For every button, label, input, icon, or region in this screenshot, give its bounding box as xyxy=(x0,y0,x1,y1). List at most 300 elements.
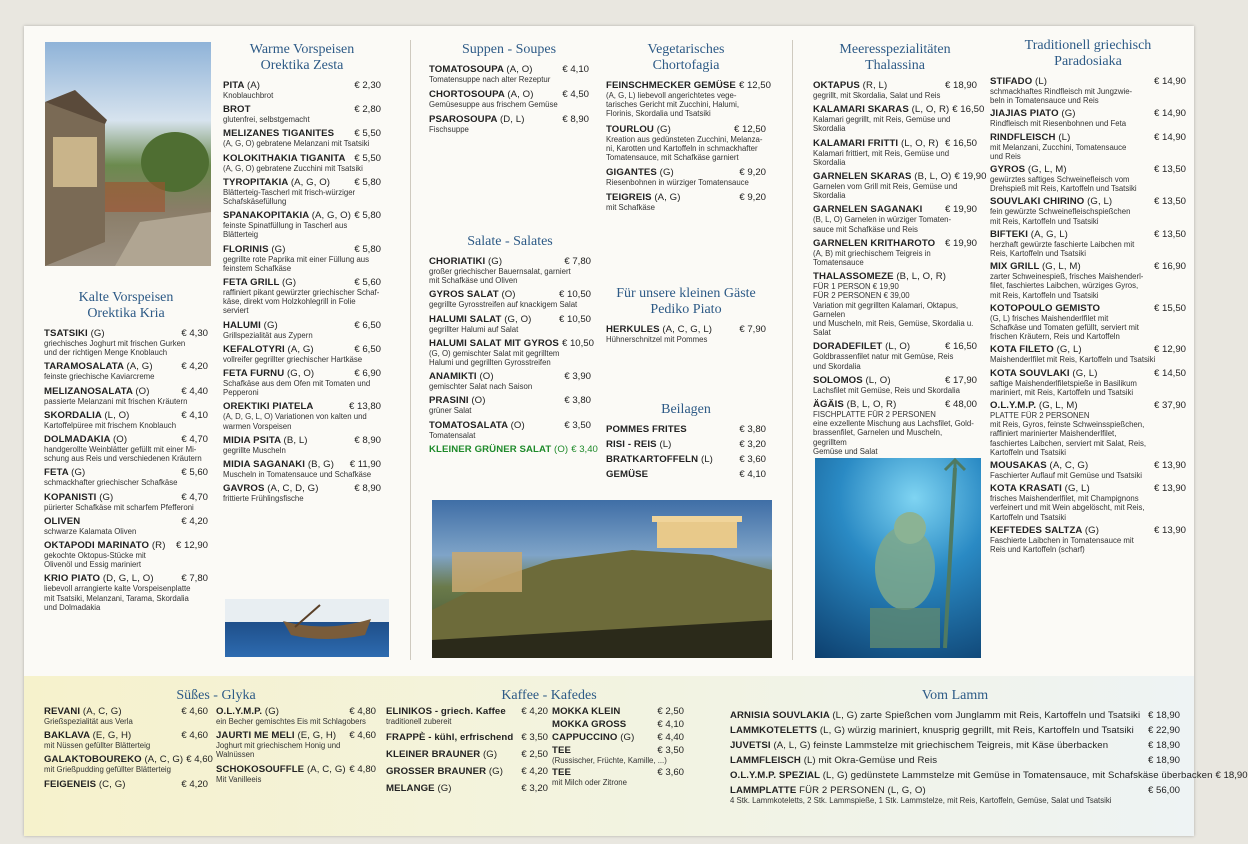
boat-photo xyxy=(225,599,389,657)
item-name xyxy=(429,338,559,349)
menu-item xyxy=(429,64,589,84)
item-name xyxy=(606,124,671,135)
item-title: FEINSCHMECKER GEMÜSE xyxy=(606,80,736,91)
item-price: € 6,90 xyxy=(354,368,381,380)
item-description: Garnelen vom Grill mit Reis, Gemüse und Skordalia xyxy=(813,182,958,201)
item-name xyxy=(44,754,183,765)
item-price: € 18,90 xyxy=(1147,755,1180,766)
menu-item xyxy=(44,730,208,750)
village-street-photo xyxy=(45,42,211,266)
menu-item-row xyxy=(44,540,208,551)
item-name xyxy=(990,483,1090,494)
item-title: BIFTEKI xyxy=(990,228,1029,240)
item-title: KOTA SOUVLAKI xyxy=(990,367,1070,379)
item-allergens: (E, G, H) xyxy=(92,730,132,742)
item-name xyxy=(223,435,308,446)
menu-item-row xyxy=(990,400,1186,411)
menu-item xyxy=(552,745,684,765)
menu-item-row xyxy=(813,399,977,410)
item-allergens: (G) xyxy=(1061,108,1076,120)
menu-item-row xyxy=(386,766,548,777)
item-title: GAVROS xyxy=(223,483,265,495)
item-allergens: (O) xyxy=(135,385,150,397)
menu-item xyxy=(386,749,548,760)
item-price: € 7,90 xyxy=(739,324,766,335)
item-name xyxy=(44,410,129,421)
item-allergens: (B, L, O, R) xyxy=(896,271,947,283)
item-price: € 16,50 xyxy=(944,341,977,353)
item-title: PSAROSOUPA xyxy=(429,114,498,126)
item-allergens: (G, O) xyxy=(504,313,532,325)
item-name xyxy=(223,104,251,115)
item-price: € 14,90 xyxy=(1153,108,1186,120)
menu-item xyxy=(813,204,977,233)
item-price: € 4,20 xyxy=(181,515,208,527)
item-title: KALAMARI FRITTI xyxy=(813,137,899,149)
menu-item-row xyxy=(730,725,1180,736)
menu-item-row xyxy=(606,192,766,203)
item-description: Lachsfilet mit Gemüse, Reis und Skordalia xyxy=(813,385,960,395)
item-description: Blätterteig-Tascherl mit frisch-würziger Schafskäsefüllung xyxy=(223,187,356,207)
item-title: KOPANISTI xyxy=(44,491,97,503)
item-allergens: (G) xyxy=(99,491,114,503)
menu-item xyxy=(44,573,208,612)
menu-item xyxy=(730,755,1180,766)
item-price: € 12,90 xyxy=(1153,344,1186,356)
menu-item xyxy=(990,460,1186,480)
item-price: € 13,50 xyxy=(1153,164,1186,176)
menu-item-row xyxy=(223,435,381,446)
item-allergens: (G) xyxy=(659,167,674,179)
item-title: CHORIATIKI xyxy=(429,256,486,267)
menu-item-row xyxy=(429,443,598,455)
item-title: HALUMI SALAT MIT GYROS xyxy=(429,337,559,349)
item-description: Rindfleisch mit Riesenbohnen und Feta xyxy=(990,119,1127,129)
menu-item xyxy=(44,516,208,536)
menu-item-row xyxy=(223,244,381,255)
item-name xyxy=(813,138,939,149)
menu-item-row xyxy=(44,730,208,741)
menu-item-row xyxy=(552,732,684,743)
item-allergens: (A, C, D, G) xyxy=(267,483,319,495)
item-description: (G, L) frisches Maishenderlfilet mit Schafkäse und Tomaten gefüllt, serviert mit frischen Kräutern, Reis und Kartoffeln xyxy=(990,313,1139,342)
item-price: € 14,50 xyxy=(1153,367,1186,379)
poseidon-photo xyxy=(815,458,981,658)
menu-item-row xyxy=(990,164,1186,175)
item-description: gegrillte Muscheln xyxy=(223,445,286,455)
menu-item xyxy=(552,767,684,787)
menu-item xyxy=(990,261,1186,300)
item-title: TEIGREIS xyxy=(606,192,652,204)
menu-item-row xyxy=(44,754,213,766)
item-title: KOLOKITHAKIA TIGANITA xyxy=(223,152,346,164)
item-name xyxy=(813,171,951,182)
item-price: € 4,70 xyxy=(181,491,208,503)
item-price: € 22,90 xyxy=(1147,725,1180,736)
item-title: GEMÜSE xyxy=(606,469,649,480)
item-description: gekochte Oktopus-Stücke mit Olivenöl und Essig mariniert xyxy=(44,551,146,570)
menu-item-row xyxy=(223,104,381,115)
menu-item-row xyxy=(223,277,381,288)
menu-item-row xyxy=(44,573,208,584)
kaffee-left xyxy=(386,706,548,800)
item-title: BRATKARTOFFELN xyxy=(606,454,699,465)
item-name xyxy=(813,341,910,352)
item-description: (Russischer, Früchte, Kamille, ...) xyxy=(552,756,667,765)
item-allergens: (A, G) xyxy=(126,361,153,373)
section-title: Meeresspezialitäten Thalassina xyxy=(839,42,951,73)
item-allergens: (A, G, O) xyxy=(311,210,352,222)
menu-item xyxy=(44,754,213,775)
menu-item-row xyxy=(552,719,684,730)
item-price: € 6,50 xyxy=(354,319,381,331)
item-name xyxy=(606,454,713,465)
menu-item xyxy=(429,371,591,391)
menu-item-row xyxy=(990,460,1186,471)
item-name xyxy=(223,368,314,379)
menu-item xyxy=(44,361,208,381)
item-title: MOUSAKAS xyxy=(990,460,1047,472)
item-title: LAMMPLATTE xyxy=(730,785,797,796)
item-description: gewürztes saftiges Schweinefleisch vom Drehspieß mit Reis, Kartoffeln und Tsatsiki xyxy=(990,175,1137,194)
item-description: Schafkäse aus dem Ofen mit Tomaten und Pepperoni xyxy=(223,379,371,398)
item-allergens: (G) xyxy=(271,243,286,255)
item-description: frisches Maishenderlfilet, mit Champignons verfeinert und mit Wein abgelöscht, mit Reis, Kartoffeln und Tsatsiki xyxy=(990,494,1145,522)
item-title: POMMES FRITES xyxy=(606,424,687,435)
menu-item-row xyxy=(216,706,376,717)
section-title: Suppen - Soupes xyxy=(461,42,557,57)
menu-item xyxy=(44,779,208,790)
item-name xyxy=(606,192,681,203)
menu-item-row xyxy=(44,516,208,527)
item-price: € 13,90 xyxy=(1153,483,1186,495)
item-name xyxy=(223,401,313,412)
item-name xyxy=(813,238,935,249)
item-price: € 4,80 xyxy=(349,763,376,775)
item-price: € 4,60 xyxy=(186,754,213,766)
item-name xyxy=(552,732,634,743)
item-title: RISI - REIS xyxy=(606,439,657,450)
menu-item xyxy=(429,337,594,368)
warme-vorspeisen-section xyxy=(223,40,381,507)
item-allergens: (A) xyxy=(246,80,261,91)
item-title: MIDIA SAGANAKI xyxy=(223,459,306,471)
item-title: GROSSER BRAUNER xyxy=(386,766,487,778)
item-description: Kalamari gegrillt, mit Reis, Gemüse und Skordalia xyxy=(813,115,951,134)
item-description: 4 Stk. Lammkoteletts, 2 Stk. Lammspieße, 1 Stk. Lammstelze, mit Reis, Kartoffeln, Gemüse, Salat und Tsatsiki xyxy=(730,796,1112,805)
menu-item-row xyxy=(44,410,208,421)
item-name xyxy=(552,719,626,730)
item-title: GARNELEN SKARAS xyxy=(813,171,912,183)
item-title: MOKKA GROSS xyxy=(552,719,627,730)
item-allergens: (A, C, G, L) xyxy=(662,324,713,335)
menu-item xyxy=(429,256,591,285)
item-title: MELIZANOSALATA xyxy=(44,385,133,397)
item-description: Kreation aus gedünsteten Zucchini, Melanza- ni, Karotten und Kartoffeln in schmackhafter Tomatensauce, mit Schafkäse garniert xyxy=(606,134,763,163)
item-name xyxy=(730,725,1134,736)
item-name xyxy=(813,375,891,386)
menu-item-row xyxy=(606,124,766,135)
item-title: REVANI xyxy=(44,706,81,717)
item-title: GYROS SALAT xyxy=(429,289,499,301)
item-description: Fischsuppe xyxy=(429,125,469,135)
menu-item-row xyxy=(813,375,977,386)
item-allergens: (A, G) xyxy=(287,343,314,355)
item-title: KEFTEDES SALTZA xyxy=(990,524,1083,536)
item-price: € 3,60 xyxy=(739,454,766,465)
menu-item-row xyxy=(730,785,1180,796)
menu-item-row xyxy=(223,483,381,494)
item-name xyxy=(990,196,1112,207)
item-name xyxy=(813,80,887,91)
menu-item-row xyxy=(990,303,1186,314)
menu-item-row xyxy=(386,749,548,760)
item-price: € 19,90 xyxy=(944,204,977,216)
item-title: HERKULES xyxy=(606,324,660,335)
item-price: € 2,50 xyxy=(521,749,548,761)
item-price: € 18,90 xyxy=(944,80,977,91)
menu-item-row xyxy=(813,138,977,149)
menu-item xyxy=(730,710,1180,721)
menu-item-row xyxy=(223,177,381,188)
item-allergens: (G, L, M) xyxy=(1038,400,1078,412)
item-description: fein gewürzte Schweinefleischspießchen mit Reis, Kartoffeln und Tsatsiki xyxy=(990,207,1131,226)
item-description: Kalamari frittiert, mit Reis, Gemüse und Skordalia xyxy=(813,148,950,167)
item-allergens: (L, O, R) xyxy=(900,137,939,149)
item-allergens: (L) mit Okra-Gemüse und Reis xyxy=(803,755,938,766)
item-title: CAPPUCCINO xyxy=(552,732,618,743)
item-title: FETA FURNU xyxy=(223,368,285,380)
item-title: MIDIA PSITA xyxy=(223,434,281,446)
item-allergens: (G, L, M) xyxy=(1042,261,1081,273)
item-name xyxy=(813,104,949,115)
item-name xyxy=(429,371,494,382)
item-price: € 7,80 xyxy=(564,256,591,267)
item-name xyxy=(606,167,674,178)
item-title: ARNISIA SOUVLAKIA xyxy=(730,710,830,721)
item-price: € 8,90 xyxy=(354,483,381,495)
menu-item xyxy=(552,732,684,743)
item-allergens: (O) xyxy=(510,419,525,431)
menu-item-row xyxy=(813,80,977,91)
item-price: € 4,70 xyxy=(181,434,208,446)
traditionell-section xyxy=(990,36,1186,557)
item-price: € 4,40 xyxy=(181,385,208,397)
item-name xyxy=(990,303,1100,314)
item-allergens: (L, G) würzig mariniert, knusprig gegrillt, mit Reis, Kartoffeln und Tsatsiki xyxy=(819,725,1134,736)
menu-item-row xyxy=(813,271,977,282)
menu-item xyxy=(813,104,985,134)
item-name xyxy=(990,400,1078,411)
item-description: passierte Melanzani mit frischen Kräutern xyxy=(44,396,188,406)
item-name xyxy=(216,730,336,741)
item-allergens: (G) xyxy=(90,328,105,339)
menu-item xyxy=(223,80,381,100)
menu-item xyxy=(429,443,598,455)
menu-item xyxy=(44,328,208,357)
item-description: ein Becher gemischtes Eis mit Schlagobers xyxy=(216,717,366,726)
menu-item xyxy=(429,314,591,334)
item-allergens: (G, L) xyxy=(1087,196,1113,208)
item-allergens: (A, C, G) xyxy=(144,754,184,766)
item-name xyxy=(223,483,319,494)
menu-item-row xyxy=(990,483,1186,494)
item-allergens: (G) xyxy=(1084,524,1100,536)
menu-item xyxy=(813,375,977,395)
menu-item xyxy=(990,229,1186,258)
item-price: € 9,20 xyxy=(739,167,766,179)
item-description: großer griechischer Bauernsalat, garniert mit Schafkäse und Oliven xyxy=(429,267,571,286)
item-allergens: (L, O) xyxy=(865,374,891,386)
item-description: herzhaft gewürzte faschierte Laibchen mit Reis, Kartoffeln und Tsatsiki xyxy=(990,239,1135,259)
item-name xyxy=(223,153,346,164)
menu-item-row xyxy=(429,89,589,100)
menu-item xyxy=(606,124,766,163)
item-name xyxy=(730,755,937,766)
item-name xyxy=(990,132,1070,143)
menu-item xyxy=(223,210,381,239)
item-allergens: (L, O) xyxy=(885,341,911,353)
item-description: feinste Spinatfüllung in Tascherl aus Blätterteig xyxy=(223,221,348,240)
divider-2 xyxy=(792,40,793,660)
item-name xyxy=(429,114,525,125)
item-price: € 4,20 xyxy=(521,766,548,778)
item-title: O.L.Y.M.P. xyxy=(990,400,1037,412)
menu-item-row xyxy=(730,755,1180,766)
item-title: TOMATOSALATA xyxy=(429,419,508,431)
item-price: € 13,90 xyxy=(1153,460,1186,472)
item-allergens: (G, O) xyxy=(286,368,315,380)
menu-item-row xyxy=(223,401,381,412)
section-title: Für unsere kleinen Gäste Pediko Piato xyxy=(616,286,756,317)
item-allergens: (L, G) zarte Spießchen vom Junglamm mit Reis, Kartoffeln und Tsatsiki xyxy=(832,710,1141,721)
menu-item xyxy=(44,706,208,726)
item-price: € 3,50 xyxy=(657,745,684,756)
item-title: SOLOMOS xyxy=(813,374,863,386)
item-name xyxy=(44,386,150,397)
item-price: € 48,00 xyxy=(944,399,977,411)
menu-item-row xyxy=(429,420,591,431)
beilagen-section xyxy=(606,400,766,484)
item-description: vollreifer gegrillter griechischer Hartkäse xyxy=(223,354,363,364)
item-price: € 3,90 xyxy=(564,371,591,383)
item-title: LAMMFLEISCH xyxy=(730,755,801,766)
item-title: OREKTIKI PIATELA xyxy=(223,401,314,413)
menu-item-row xyxy=(730,740,1180,751)
menu-item xyxy=(223,401,381,430)
menu-item xyxy=(216,706,376,726)
item-name xyxy=(216,764,346,775)
acropolis-photo xyxy=(432,500,772,658)
menu-item-row xyxy=(606,80,771,91)
menu-item xyxy=(44,540,208,569)
item-price: € 4,10 xyxy=(562,64,589,75)
menu-item xyxy=(606,80,771,119)
item-allergens: (G) xyxy=(483,749,498,761)
item-description: traditionell zubereit xyxy=(386,717,452,726)
section-title: Salate - Salates xyxy=(467,234,553,249)
item-allergens: (G) xyxy=(488,256,503,267)
item-name xyxy=(813,204,922,215)
menu-item-row xyxy=(44,361,208,372)
item-name xyxy=(429,395,486,406)
item-title: GYROS xyxy=(990,164,1026,176)
menu-item-row xyxy=(990,132,1186,143)
menu-item xyxy=(606,454,766,465)
item-name xyxy=(429,256,502,267)
menu-item-row xyxy=(386,732,548,743)
item-name xyxy=(429,444,568,455)
item-title: DORADEFILET xyxy=(813,341,883,353)
item-description: Maishenderlfilet mit Reis, Kartoffeln und Tsatsiki xyxy=(990,355,1156,365)
menu-item xyxy=(990,483,1186,522)
menu-item xyxy=(606,167,766,187)
item-price: € 2,30 xyxy=(354,80,381,91)
item-price: € 5,60 xyxy=(181,467,208,479)
item-price: € 17,90 xyxy=(944,374,977,386)
item-title: GARNELEN SAGANAKI xyxy=(813,204,923,216)
item-description: liebevoll arrangierte kalte Vorspeisenplatte mit Tsatsiki, Melanzani, Tarama, Skordalia und Dolmadakia xyxy=(44,584,191,612)
menu-item-row xyxy=(223,153,381,164)
menu-item-row xyxy=(223,344,381,355)
item-allergens: (B, L) xyxy=(283,434,308,446)
item-title: MELANGE xyxy=(386,783,435,795)
item-price: € 9,20 xyxy=(739,192,766,204)
item-price: € 8,90 xyxy=(354,434,381,446)
item-allergens: (A, O) xyxy=(507,89,534,101)
item-allergens: (A, C, G) xyxy=(82,706,122,717)
item-price: € 10,50 xyxy=(561,337,594,349)
menu-item-row xyxy=(606,324,766,335)
item-price: € 16,90 xyxy=(1153,261,1186,273)
item-title: SKORDALIA xyxy=(44,409,102,421)
item-name xyxy=(730,710,1140,721)
menu-item-row xyxy=(44,779,208,790)
item-title: O.L.Y.M.P. SPEZIAL xyxy=(730,770,820,781)
menu-item-row xyxy=(606,439,766,450)
salate-section xyxy=(429,232,598,459)
menu-item-row xyxy=(730,710,1180,721)
menu-item xyxy=(44,467,208,487)
menu-item xyxy=(606,469,766,480)
menu-item xyxy=(223,320,381,340)
item-price: € 14,90 xyxy=(1153,131,1186,143)
item-description: (A, B) mit griechischem Teigreis in Tomatensauce xyxy=(813,248,931,268)
item-description: Kartoffelpüree mit frischem Knoblauch xyxy=(44,420,177,430)
menu-item-row xyxy=(429,256,591,267)
item-description: schmackhafter griechischer Schafkäse xyxy=(44,478,178,488)
suess-right xyxy=(216,706,376,788)
menu-item xyxy=(223,483,381,503)
item-name xyxy=(44,573,154,584)
item-title: TSATSIKI xyxy=(44,328,88,339)
item-name xyxy=(216,706,279,717)
item-allergens: (G, L) xyxy=(1064,483,1090,495)
menu-item xyxy=(223,344,381,364)
item-price: € 4,10 xyxy=(181,409,208,421)
item-allergens: (L) xyxy=(1058,131,1071,143)
item-allergens: (A, C, G) xyxy=(1049,460,1089,472)
divider-1 xyxy=(410,40,411,660)
item-price: € 6,50 xyxy=(354,343,381,355)
item-name xyxy=(44,328,105,339)
item-description: Grillspezialität aus Zypern xyxy=(223,330,313,340)
item-description: griechisches Joghurt mit frischen Gurken und der richtigen Menge Knoblauch xyxy=(44,339,186,358)
menu-item xyxy=(813,271,977,337)
menu-item xyxy=(730,770,1248,781)
item-description: frittierte Frühlingsfische xyxy=(223,494,304,504)
item-name xyxy=(429,89,534,100)
